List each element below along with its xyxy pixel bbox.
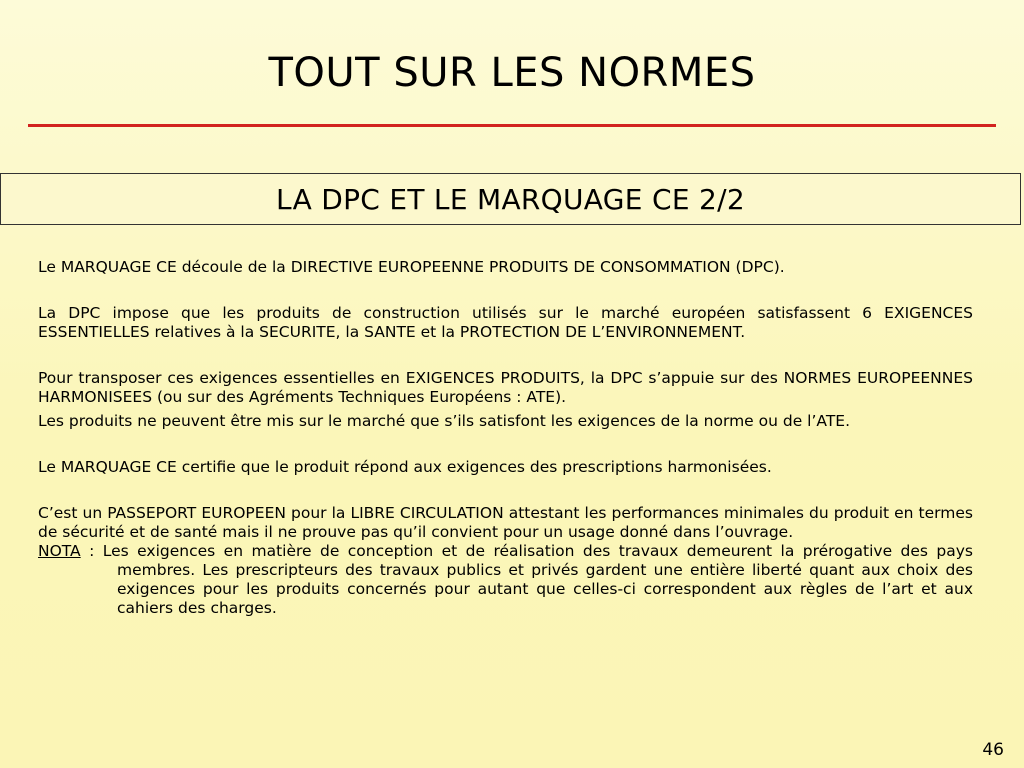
paragraph-ce-certification: Le MARQUAGE CE certifie que le produit répond aux exigences des prescriptions harmonisées.	[38, 458, 772, 476]
nota-separator: :	[80, 542, 103, 560]
page-number: 46	[982, 740, 1004, 760]
paragraph-market-conditions: Les produits ne peuvent être mis sur le marché que s’ils satisfont les exigences de la norme ou de l’ATE.	[38, 412, 851, 430]
slide-body	[38, 258, 973, 618]
paragraph-essential-requirements: La DPC impose que les produits de construction utilisés sur le marché européen satisfassent 6 EXIGENCES ESSENTIELLES relatives à la SECURITE, la SANTE et la PROTECTION DE L’ENVIRONNEMENT.	[38, 304, 973, 341]
subtitle-box	[0, 173, 1021, 225]
title-underline	[28, 124, 996, 127]
slide-title: TOUT SUR LES NORMES	[268, 50, 756, 96]
paragraph-dpc-origin: Le MARQUAGE CE découle de la DIRECTIVE EUROPEENNE PRODUITS DE CONSOMMATION (DPC).	[38, 258, 785, 276]
paragraph-harmonised-standards: Pour transposer ces exigences essentielles en EXIGENCES PRODUITS, la DPC s’appuie sur des NORMES EUROPEENNES HARMONISEES (ou sur des Agréments Techniques Européens : ATE).	[38, 369, 973, 406]
paragraph-european-passport: C’est un PASSEPORT EUROPEEN pour la LIBRE CIRCULATION attestant les performances minimales du produit en termes de sécurité et de santé mais il ne prouve pas qu’il convient pour un usage donné dans l’ouvrage.	[38, 504, 973, 541]
slide-subtitle: LA DPC ET LE MARQUAGE CE 2/2	[276, 182, 745, 216]
nota-label: NOTA	[38, 542, 81, 560]
nota-note	[38, 542, 973, 618]
nota-text: Les exigences en matière de conception et de réalisation des travaux demeurent la prérogative des pays membres. Les prescripteurs des travaux publics et privés gardent une entière liberté quant aux choix des exigences pour les produits concernés pour autant que celles-ci correspondent aux règles de l’art et aux cahiers des charges.	[102, 542, 974, 617]
